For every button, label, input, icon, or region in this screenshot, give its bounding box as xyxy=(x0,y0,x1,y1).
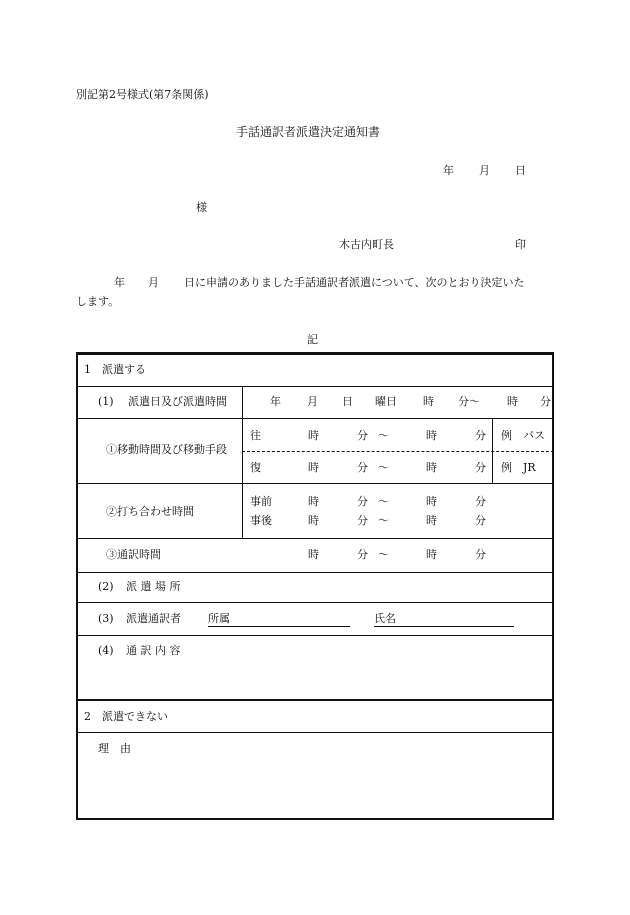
interpretation-minute2: 分 xyxy=(475,548,486,561)
travel-back-example-label: 例 xyxy=(501,461,512,474)
recipient-honorific: 様 xyxy=(196,201,207,214)
date-month: 月 xyxy=(479,164,490,177)
interpreter-name-label: 氏名 xyxy=(374,612,396,625)
interpretation-content-label: 通 訳 内 容 xyxy=(126,644,181,657)
travel-out-example: バス xyxy=(523,429,545,442)
meeting-after-minute1: 分 xyxy=(357,514,368,527)
affiliation-underline xyxy=(208,626,350,627)
row-line xyxy=(78,354,552,355)
label-divider xyxy=(242,386,243,538)
section-dispatch: 1 派遣する xyxy=(84,363,146,376)
dispatch-datetime-label: 派遣日及び派遣時間 xyxy=(128,395,227,408)
row-line xyxy=(78,635,552,636)
travel-out-hour1: 時 xyxy=(308,429,319,442)
body-year: 年 xyxy=(114,276,125,289)
reason-label: 理 由 xyxy=(98,742,131,755)
travel-out-tilde: 〜 xyxy=(378,429,389,442)
dispatch-year: 年 xyxy=(270,395,281,408)
meeting-after-tilde: 〜 xyxy=(378,514,389,527)
body-month: 月 xyxy=(148,276,159,289)
travel-out-hour2: 時 xyxy=(426,429,437,442)
form-reference: 別記第2号様式(第7条関係) xyxy=(76,88,209,101)
meeting-after-hour2: 時 xyxy=(426,514,437,527)
row-line xyxy=(78,538,552,539)
date-day: 日 xyxy=(515,164,526,177)
interpreter-number: (3) xyxy=(98,612,114,625)
travel-out-minute2: 分 xyxy=(475,429,486,442)
row-line xyxy=(78,483,552,484)
travel-out-label: 往 xyxy=(250,429,261,442)
dispatch-day: 日 xyxy=(342,395,353,408)
travel-back-hour2: 時 xyxy=(426,461,437,474)
meeting-after-minute2: 分 xyxy=(475,514,486,527)
dispatch-month: 月 xyxy=(307,395,318,408)
travel-back-label: 復 xyxy=(250,461,261,474)
section-not-dispatched: 2 派遣できない xyxy=(84,710,168,723)
dispatch-end-hour: 時 xyxy=(507,395,518,408)
travel-back-minute2: 分 xyxy=(475,461,486,474)
dispatch-place-number: (2) xyxy=(98,580,114,593)
row-line xyxy=(78,699,552,701)
travel-back-minute1: 分 xyxy=(357,461,368,474)
travel-back-hour1: 時 xyxy=(308,461,319,474)
ki-heading: 記 xyxy=(307,333,318,346)
row-line xyxy=(78,732,552,733)
travel-dashed-divider xyxy=(242,451,554,452)
meeting-time-label: ②打ち合わせ時間 xyxy=(106,505,194,518)
dispatch-datetime-number: (1) xyxy=(98,395,114,408)
dispatch-end-minute: 分 xyxy=(540,395,551,408)
meeting-before-minute1: 分 xyxy=(357,495,368,508)
meeting-before-minute2: 分 xyxy=(475,495,486,508)
name-underline xyxy=(374,626,514,627)
interpretation-hour2: 時 xyxy=(426,548,437,561)
issuer-name: 木古内町長 xyxy=(339,238,394,251)
travel-out-example-label: 例 xyxy=(501,429,512,442)
meeting-before-label: 事前 xyxy=(250,495,272,508)
dispatch-place-label: 派 遣 場 所 xyxy=(126,580,181,593)
seal-mark: 印 xyxy=(515,238,526,251)
interpretation-minute1: 分 xyxy=(357,548,368,561)
row-line xyxy=(78,386,552,387)
dispatch-start-hour: 時 xyxy=(423,395,434,408)
row-line xyxy=(78,418,552,419)
body-text-line1: 日に申請のありました手話通訳者派遣について、次のとおり決定いた xyxy=(184,276,525,289)
interpretation-content-number: (4) xyxy=(98,644,114,657)
date-year: 年 xyxy=(443,164,454,177)
interpreter-label: 派遣通訳者 xyxy=(126,612,181,625)
meeting-before-tilde: 〜 xyxy=(378,495,389,508)
meeting-after-hour1: 時 xyxy=(308,514,319,527)
body-text-line2: します。 xyxy=(76,295,120,308)
travel-out-minute1: 分 xyxy=(357,429,368,442)
notification-form xyxy=(76,352,554,820)
meeting-after-label: 事後 xyxy=(250,514,272,527)
travel-back-tilde: 〜 xyxy=(378,461,389,474)
interpretation-hour1: 時 xyxy=(308,548,319,561)
row-line xyxy=(78,572,552,573)
row-line xyxy=(78,602,552,603)
document-title: 手話通訳者派遣決定通知書 xyxy=(236,125,381,139)
meeting-before-hour1: 時 xyxy=(308,495,319,508)
travel-back-example: JR xyxy=(523,461,536,474)
dispatch-weekday: 曜日 xyxy=(375,395,397,408)
meeting-before-hour2: 時 xyxy=(426,495,437,508)
dispatch-start-minute: 分〜 xyxy=(458,395,480,408)
travel-time-label: ①移動時間及び移動手段 xyxy=(106,443,227,456)
interpretation-time-label: ③通訳時間 xyxy=(106,548,161,561)
interpretation-tilde: 〜 xyxy=(378,548,389,561)
interpreter-affiliation-label: 所属 xyxy=(208,612,230,625)
